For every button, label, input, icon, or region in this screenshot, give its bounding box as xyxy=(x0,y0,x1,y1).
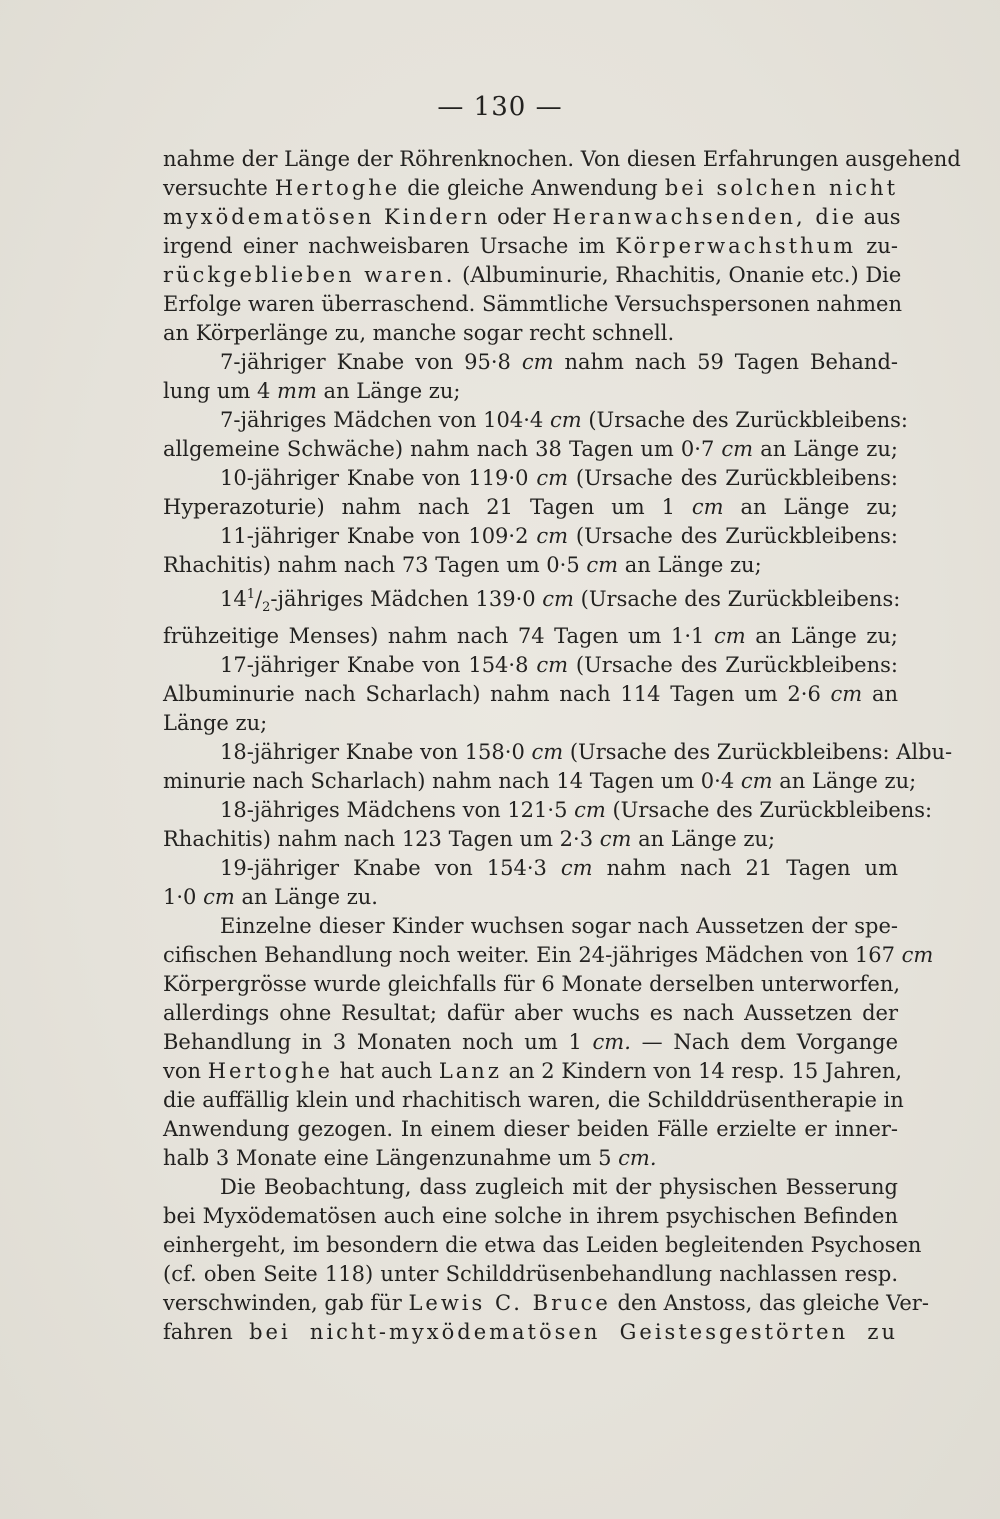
text-segment: 7-jähriger Knabe von 95·8 xyxy=(220,350,522,374)
unit-italic: cm xyxy=(521,350,554,374)
text-segment: an Länge zu; xyxy=(316,379,461,403)
text-segment: 2 xyxy=(262,600,271,616)
text-line xyxy=(163,1028,898,1057)
text-line xyxy=(163,174,898,203)
text-line xyxy=(163,738,953,767)
text-line xyxy=(163,145,961,174)
spaced-name: Lanz xyxy=(438,1059,502,1084)
unit-italic: cm xyxy=(721,437,754,461)
text-line xyxy=(163,999,898,1028)
text-line xyxy=(163,796,933,825)
text-segment: minurie nach Scharlach) nahm nach 14 Tagen um 0·4 xyxy=(163,769,741,794)
text-line xyxy=(163,203,901,232)
unit-italic: cm xyxy=(740,769,773,794)
text-segment: zu- xyxy=(856,234,898,258)
unit-italic: cm. xyxy=(592,1030,631,1055)
text-segment: an Länge zu; xyxy=(618,553,762,577)
body-text xyxy=(163,145,961,1347)
text-line xyxy=(163,232,898,261)
text-segment: -jähriges Mädchen 139·0 xyxy=(270,587,543,611)
unit-italic: cm xyxy=(574,798,606,823)
text-segment: 10-jähriger Knabe von 119·0 xyxy=(220,466,537,490)
text-segment: von xyxy=(163,1059,208,1084)
text-line xyxy=(163,767,917,796)
spaced-name: Lewis C. Bruce xyxy=(408,1291,611,1316)
text-line xyxy=(163,1115,898,1144)
text-line xyxy=(163,261,902,290)
text-line xyxy=(163,290,902,319)
text-segment: nahm nach 59 Tagen Behand- xyxy=(553,350,898,374)
unit-italic: mm xyxy=(277,379,317,403)
unit-italic: cm xyxy=(714,624,746,649)
text-segment: an Länge zu; xyxy=(745,624,898,649)
text-segment: 7-jähriges Mädchen von 104·4 xyxy=(220,408,550,432)
text-segment: an Länge zu; xyxy=(753,437,898,461)
text-segment: (Ursache des Zurückbleibens: Albu- xyxy=(563,740,953,765)
text-segment: an Länge zu. xyxy=(234,885,378,910)
text-segment: / xyxy=(255,587,263,611)
text-line xyxy=(163,435,898,464)
unit-italic: cm xyxy=(586,553,619,577)
text-segment: 18-jähriges Mädchens von 121·5 xyxy=(220,798,575,823)
text-segment: an Körperlänge zu, manche sogar recht schnell. xyxy=(163,321,675,345)
text-segment: (Ursache des Zurückbleibens: xyxy=(581,408,909,432)
text-segment: aus xyxy=(857,205,901,229)
text-line xyxy=(163,319,898,348)
text-segment: die gleiche Anwendung xyxy=(400,176,665,200)
text-line xyxy=(163,825,898,854)
unit-italic: cm xyxy=(830,682,863,707)
text-line xyxy=(163,970,901,999)
text-segment: an Länge zu; xyxy=(631,827,776,852)
text-segment: an 2 Kindern von 14 resp. 15 Jahren, xyxy=(501,1059,903,1084)
text-line xyxy=(163,912,898,941)
text-segment: den Anstoss, das gleiche Ver- xyxy=(610,1291,929,1316)
text-segment: 11-jähriger Knabe von 109·2 xyxy=(220,524,537,548)
text-line xyxy=(163,680,898,709)
text-line xyxy=(163,1173,898,1202)
spaced-name: Körperwachsthum xyxy=(615,234,857,258)
text-segment: an Länge zu; xyxy=(772,769,917,794)
text-line xyxy=(163,406,909,435)
text-segment: die auffällig klein und rhachitisch waren, die Schilddrüsentherapie in xyxy=(163,1088,904,1113)
text-segment: Einzelne dieser Kinder wuchsen sogar nach Aussetzen der spe- xyxy=(220,914,898,939)
text-segment: an xyxy=(862,682,898,707)
text-segment: (Ursache des Zurückbleibens: xyxy=(573,587,901,611)
text-segment: (Ursache des Zurückbleibens: xyxy=(605,798,933,823)
spaced-name: myxödematösen Kindern xyxy=(163,205,491,229)
text-segment: Hyperazoturie) nahm nach 21 Tagen um 1 xyxy=(163,495,692,519)
unit-italic: cm xyxy=(542,587,574,611)
text-line xyxy=(163,883,898,912)
text-segment: (Ursache des Zurückbleibens: xyxy=(568,524,898,548)
text-segment: an Länge zu; xyxy=(723,495,898,519)
text-line xyxy=(163,580,901,622)
unit-italic: cm xyxy=(203,885,235,910)
text-segment: fahren xyxy=(163,1320,250,1345)
unit-italic: cm xyxy=(531,740,564,765)
text-segment: lung um 4 xyxy=(163,379,278,403)
text-line xyxy=(163,622,898,651)
unit-italic: cm xyxy=(536,653,569,678)
text-segment: (Albuminurie, Rhachitis, Onanie etc.) Die xyxy=(455,263,902,287)
unit-italic: cm xyxy=(560,856,593,881)
unit-italic: cm xyxy=(901,943,934,968)
unit-italic: cm xyxy=(536,524,569,548)
text-line xyxy=(163,1231,922,1260)
unit-italic: cm xyxy=(536,466,569,490)
text-line xyxy=(163,464,898,493)
text-segment: 18-jähriger Knabe von 158·0 xyxy=(220,740,532,765)
text-segment: (Ursache des Zurückbleibens: xyxy=(568,466,898,490)
text-line xyxy=(163,1086,904,1115)
text-line xyxy=(163,348,898,377)
text-segment: 19-jähriger Knabe von 154·3 xyxy=(220,856,561,881)
text-segment: — Nach dem Vorgange xyxy=(630,1030,898,1055)
page-number: — 130 — xyxy=(437,92,563,122)
text-segment: Albuminurie nach Scharlach) nahm nach 114 Tagen um 2·6 xyxy=(163,682,831,707)
text-segment: versuchte xyxy=(163,176,275,200)
text-segment: irgend einer nachweisbaren Ursache im xyxy=(163,234,616,258)
text-segment: 17-jähriger Knabe von 154·8 xyxy=(220,653,537,678)
text-segment: (Ursache des Zurückbleibens: xyxy=(568,653,898,678)
text-line xyxy=(163,941,934,970)
text-segment: Länge zu; xyxy=(163,711,268,736)
text-line xyxy=(163,377,898,406)
unit-italic: cm. xyxy=(618,1146,657,1171)
text-segment: hat auch xyxy=(332,1059,439,1084)
spaced-name: Hertoghe xyxy=(274,176,401,200)
text-segment: halb 3 Monate eine Längenzunahme um 5 xyxy=(163,1146,619,1171)
text-segment: Behandlung in 3 Monaten noch um 1 xyxy=(163,1030,593,1055)
text-line xyxy=(163,522,898,551)
text-segment: nahm nach 21 Tagen um xyxy=(592,856,898,881)
text-segment: Körpergrösse wurde gleichfalls für 6 Monate derselben unterworfen, xyxy=(163,972,901,997)
text-segment: 14 xyxy=(220,587,247,611)
text-line xyxy=(163,709,898,738)
text-segment: verschwinden, gab für xyxy=(163,1291,409,1316)
text-line xyxy=(163,551,898,580)
spaced-name: Hertoghe xyxy=(207,1059,333,1084)
text-segment: 1 xyxy=(246,587,256,602)
text-line xyxy=(163,1144,898,1173)
text-segment: bei Myxödematösen auch eine solche in ihrem psychischen Befinden xyxy=(163,1204,898,1229)
text-segment: Erfolge waren überraschend. Sämmtliche Versuchspersonen nahmen xyxy=(163,292,902,316)
text-segment: einhergeht, im besondern die etwa das Leiden begleitenden Psychosen xyxy=(163,1233,922,1258)
text-segment: allgemeine Schwäche) nahm nach 38 Tagen um 0·7 xyxy=(163,437,722,461)
unit-italic: cm xyxy=(599,827,632,852)
text-line xyxy=(163,493,898,522)
spaced-name: bei nicht-myxödematösen Geistesgestörten zu xyxy=(249,1320,898,1345)
text-line xyxy=(163,651,898,680)
spaced-name: bei solchen nicht xyxy=(664,176,899,200)
text-line xyxy=(163,1202,898,1231)
text-segment: oder xyxy=(490,205,553,229)
text-segment: 1·0 xyxy=(163,885,204,910)
text-line xyxy=(163,854,898,883)
text-segment: nahme der Länge der Röhrenknochen. Von diesen Erfahrungen ausgehend xyxy=(163,147,961,171)
spaced-name: rückgeblieben waren. xyxy=(163,263,456,287)
text-segment: (cf. oben Seite 118) unter Schilddrüsenbehandlung nachlassen resp. xyxy=(163,1262,898,1287)
text-segment: allerdings ohne Resultat; dafür aber wuchs es nach Aussetzen der xyxy=(163,1001,898,1026)
text-segment: Rhachitis) nahm nach 73 Tagen um 0·5 xyxy=(163,553,587,577)
unit-italic: cm xyxy=(691,495,724,519)
text-segment: Anwendung gezogen. In einem dieser beiden Fälle erzielte er inner- xyxy=(163,1117,898,1142)
text-line xyxy=(163,1260,898,1289)
text-line xyxy=(163,1057,903,1086)
text-segment: cifischen Behandlung noch weiter. Ein 24-jähriges Mädchen von 167 xyxy=(163,943,902,968)
text-segment: Rhachitis) nahm nach 123 Tagen um 2·3 xyxy=(163,827,600,852)
text-segment: frühzeitige Menses) nahm nach 74 Tagen um 1·1 xyxy=(163,624,714,649)
spaced-name: Heranwachsenden, die xyxy=(552,205,857,229)
text-line xyxy=(163,1289,929,1318)
unit-italic: cm xyxy=(549,408,582,432)
text-segment: Die Beobachtung, dass zugleich mit der physischen Besserung xyxy=(220,1175,898,1200)
text-line xyxy=(163,1318,898,1347)
